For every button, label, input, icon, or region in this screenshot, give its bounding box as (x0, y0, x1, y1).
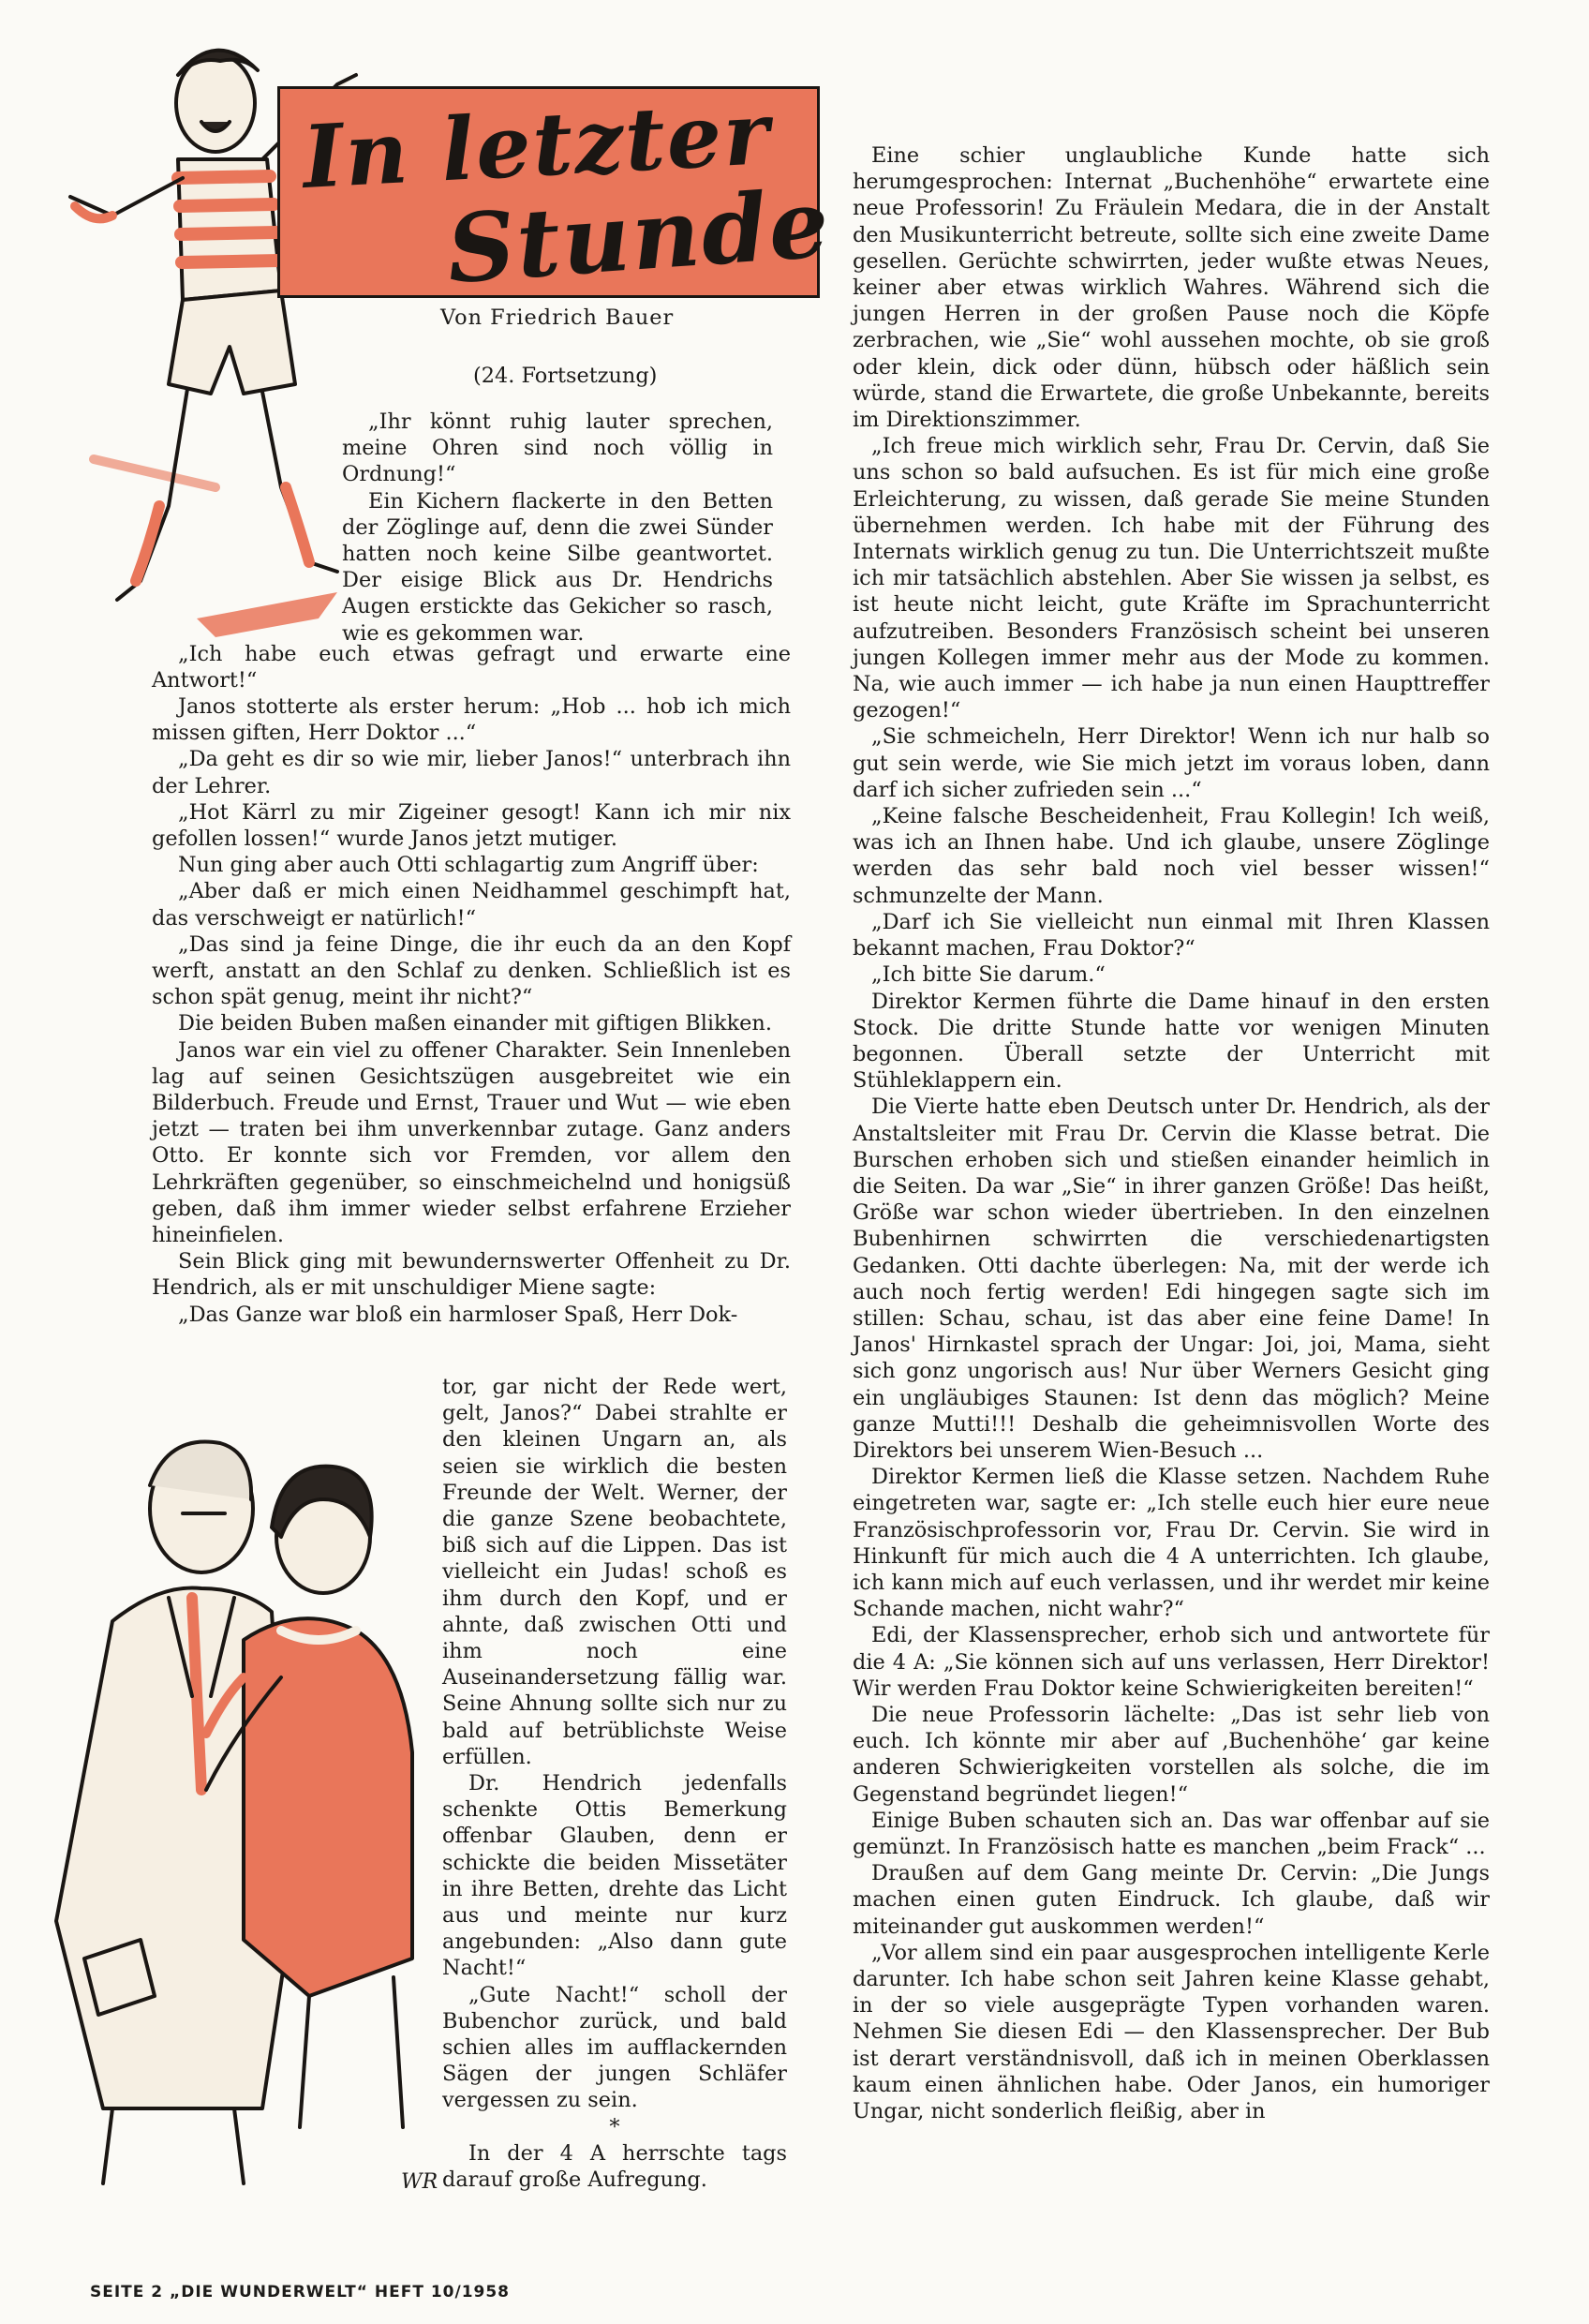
paragraph: Draußen auf dem Gang meinte Dr. Cervin: „Die Jungs machen einen guten Eindruck. Ich glaube, daß wir miteinander gut auskommen werden!“ (853, 1861, 1490, 1939)
teacher-and-pupil-illustration (0, 1396, 445, 2193)
installment-label: (24. Fortsetzung) (473, 364, 658, 388)
paragraph: „Vor allem sind ein paar ausgesprochen intelligente Kerle darunter. Ich habe schon seit Jahren keine Klasse gehabt, in der so viele ausgeprägte Typen vorhanden waren. Nehmen Sie diesen Edi — den Klassensprecher. Der Bub ist derart verständnisvoll, daß ich in meinen Oberklassen kaum einen ähnlichen habe. Oder Janos, ein humoriger Ungar, nicht sonderlich fleißig, aber in (853, 1940, 1490, 2124)
paragraph: „Ihr könnt ruhig lauter sprechen, meine Ohren sind noch völlig in Ordnung!“ (342, 410, 773, 487)
paragraph: Die beiden Buben maßen einander mit giftigen Blikken. (178, 1011, 772, 1036)
paragraph: „Aber daß er mich einen Neidhammel geschimpft hat, das verschweigt er natürlich!“ (152, 879, 791, 931)
paragraph: Eine schier unglaubliche Kunde hatte sich herumgesprochen: Internat „Buchenhöhe“ erwartete eine neue Professorin! Zu Fräulein Medara, die in der Anstalt den Musikunterricht betreute, sollte sich eine zweite Dame gesellen. Gerüchte schwirrten, jeder wußte etwas Neues, keiner aber etwas wirklich Wahres. Während sich die jungen Herren in der großen Pause noch die Köpfe zerbrachen, wie „Sie“ wohl aussehen mochte, ob sie groß oder klein, dick oder dünn, hübsch oder häßlich sein würde, stand die Erwartete, die große Unbekannte, bereits im Direktionszimmer. (853, 143, 1490, 433)
left-column-wide (152, 693, 791, 1328)
paragraph: „Sie schmeicheln, Herr Direktor! Wenn ich nur halb so gut sein werde, wie Sie mich jetzt im voraus loben, dann darf ich sicher zufrieden sein ...“ (853, 724, 1490, 802)
paragraph: Nun ging aber auch Otti schlagartig zum Angriff über: (178, 853, 759, 878)
paragraph: Edi, der Klassensprecher, erhob sich und antwortete für die 4 A: „Sie können sich auf uns verlassen, Herr Direktor! Wir werden Frau Doktor keine Schwierigkeiten bereiten!“ (853, 1623, 1490, 1701)
left-column-top (342, 409, 773, 647)
paragraph: Janos stotterte als erster herum: „Hob ... hob ich mich missen giften, Herr Doktor ...“ (152, 694, 791, 746)
paragraph: „Das sind ja feine Dinge, die ihr euch da an den Kopf werft, anstatt an den Schlaf zu denken. Schließlich ist es schon spät genug, meint ihr nicht?“ (152, 931, 791, 1010)
left-column-bridge (152, 641, 791, 693)
story-title-line1: In letzter (300, 82, 774, 209)
story-title-line2: Stunde (443, 167, 834, 305)
paragraph: In der 4 A herrschte tags darauf große Aufregung. (442, 2140, 787, 2193)
paragraph: Dr. Hendrich jedenfalls schenkte Ottis Bemerkung offenbar Glauben, denn er schickte die beiden Missetäter in ihre Betten, drehte das Licht aus und meinte nur kurz angebunden: „Also dann gute Nacht!“ (442, 1771, 787, 1981)
paragraph: Die neue Professorin lächelte: „Das ist sehr lieb von euch. Ich könnte mir aber auf ‚Buchenhöhe‘ gar keine anderen Schwierigkeiten vorstellen als solche, die im Gegenstand begründet liegen!“ (853, 1702, 1490, 1807)
story-title-box (277, 82, 834, 305)
paragraph: „Da geht es dir so wie mir, lieber Janos!“ unterbrach ihn der Lehrer. (152, 747, 791, 798)
paragraph: Direktor Kermen ließ die Klasse setzen. Nachdem Ruhe eingetreten war, sagte er: „Ich stelle euch hier eure neue Französischprofessorin vor, Frau Dr. Cervin. Sie wird in Hinkunft für mich auch die 4 A unterrichten. Ich glaube, ich kann mich auf euch verlassen, und ihr werdet mir keine Schande machen, nicht wahr?“ (853, 1465, 1490, 1622)
paragraph: „Ich habe euch etwas gefragt und erwarte eine Antwort!“ (152, 642, 791, 693)
paragraph: „Gute Nacht!“ scholl der Bubenchor zurück, und bald schien alles im aufflackernden Sägen der jungen Schläfer vergessen zu sein. (442, 1982, 787, 2113)
page-footer: SEITE 2 „DIE WUNDERWELT“ HEFT 10/1958 (90, 2283, 511, 2302)
paragraph: „Darf ich Sie vielleicht nun einmal mit Ihren Klassen bekannt machen, Frau Doktor?“ (853, 909, 1490, 961)
story-byline: Von Friedrich Bauer (440, 305, 675, 330)
paragraph: „Ich bitte Sie darum.“ (871, 962, 1106, 988)
paragraph: tor, gar nicht der Rede wert, gelt, Janos?“ Dabei strahlte er den kleinen Ungarn an, als seien sie wirklich die besten Freunde der Welt. Werner, der die ganze Szene beobachtete, biß sich auf die Lippen. Das ist vielleicht ein Judas! schoß es ihm durch den Kopf, und er ahnte, daß zwischen Otti und ihm noch eine Auseinandersetzung fällig war. Seine Ahnung sollte sich nur zu bald auf betrüblichste Weise erfüllen. (442, 1375, 787, 1769)
paragraph: „Keine falsche Bescheidenheit, Frau Kollegin! Ich weiß, was ich an Ihnen habe. Und ich glaube, unsere Zöglinge werden das sehr bald noch viel besser wissen!“ schmunzelte der Mann. (853, 804, 1490, 908)
illustrator-signature: WR (401, 2170, 438, 2194)
paragraph: „Hot Kärrl zu mir Zigeiner gesogt! Kann ich mir nix gefollen lossen!“ wurde Janos jetzt mutiger. (152, 799, 791, 852)
right-column (853, 142, 1490, 2124)
paragraph: Direktor Kermen führte die Dame hinauf in den ersten Stock. Die dritte Stunde hatte vor wenigen Minuten begonnen. Überall setzte der Unterricht mit Stühleklappern ein. (853, 989, 1490, 1094)
paragraph: Sein Blick ging mit bewundernswerter Offenheit zu Dr. Hendrich, als er mit unschuldiger Miene sagte: (152, 1249, 791, 1301)
paragraph: „Das Ganze war bloß ein harmloser Spaß, Herr Dok- (178, 1302, 738, 1327)
paragraph: Ein Kichern flackerte in den Betten der Zöglinge auf, denn die zwei Sünder hatten noch keine Silbe geantwortet. Der eisige Blick aus Dr. Hendrichs Augen erstickte das Gekicher so rasch, wie es gekommen war. (342, 488, 773, 646)
paragraph: Janos war ein viel zu offener Charakter. Sein Innenleben lag auf seinen Gesichtszügen ausgebreitet wie ein Bilderbuch. Freude und Ernst, Trauer und Wut — wie eben jetzt — traten bei ihm unverkennbar zutage. Ganz anders Otto. Er konnte sich vor Fremden, vor allem den Lehrkräften gegenüber, so einschmeichelnd und honigsüß geben, daß ihm immer wieder selbst erfahrene Erzieher hineinfielen. (152, 1037, 791, 1248)
paragraph: Einige Buben schauten sich an. Das war offenbar auf sie gemünzt. In Französisch hatte es manchen „beim Frack“ ... (853, 1808, 1490, 1859)
paragraph: Die Vierte hatte eben Deutsch unter Dr. Hendrich, als der Anstaltsleiter mit Frau Dr. Cervin die Klasse betrat. Die Burschen erhoben sich und stießen einander heimlich in die Seiten. Da war „Sie“ in ihrer ganzen Größe! Das heißt, Größe war schon wieder übertrieben. In den einzelnen Bubenhirnen schwirrten die verschiedenartigsten Gedanken. Otti dachte überlegen: Na, mit der werde ich auch noch fertig werden! Edi hingegen sagte sich im stillen: Schau, schau, ist das aber eine feine Dame! In Janos' Hirnkastel sprach der Ungar: Joi, joi, Mama, sieht sich gonz ungorisch aus! Nur über Werners Gesicht ging ein ungläubiges Staunen: Ist denn das möglich? Meine ganze Mutti!!! Deshalb die geheimnisvollen Worte des Direktors bei unserem Wien-Besuch ... (853, 1095, 1490, 1463)
paragraph: „Ich freue mich wirklich sehr, Frau Dr. Cervin, daß Sie uns schon so bald aufsuchen. Es ist für mich eine große Erleichterung, zu wissen, daß gerade Sie meine Stunden übernehmen werden. Ich habe mit der Führung des Internats wirklich genug zu tun. Die Unterrichtszeit mußte ich mir tatsächlich abstehlen. Aber Sie wissen ja selbst, es ist heute nicht leicht, gute Kräfte im Sprachunterricht aufzutreiben. Besonders Französisch scheint bei unseren jungen Kollegen immer mehr aus der Mode zu kommen. Na, wie auch immer — ich habe ja nun einen Haupttreffer gezogen!“ (853, 434, 1490, 723)
section-separator: * (609, 2114, 620, 2139)
left-column-narrow (442, 1374, 787, 2193)
